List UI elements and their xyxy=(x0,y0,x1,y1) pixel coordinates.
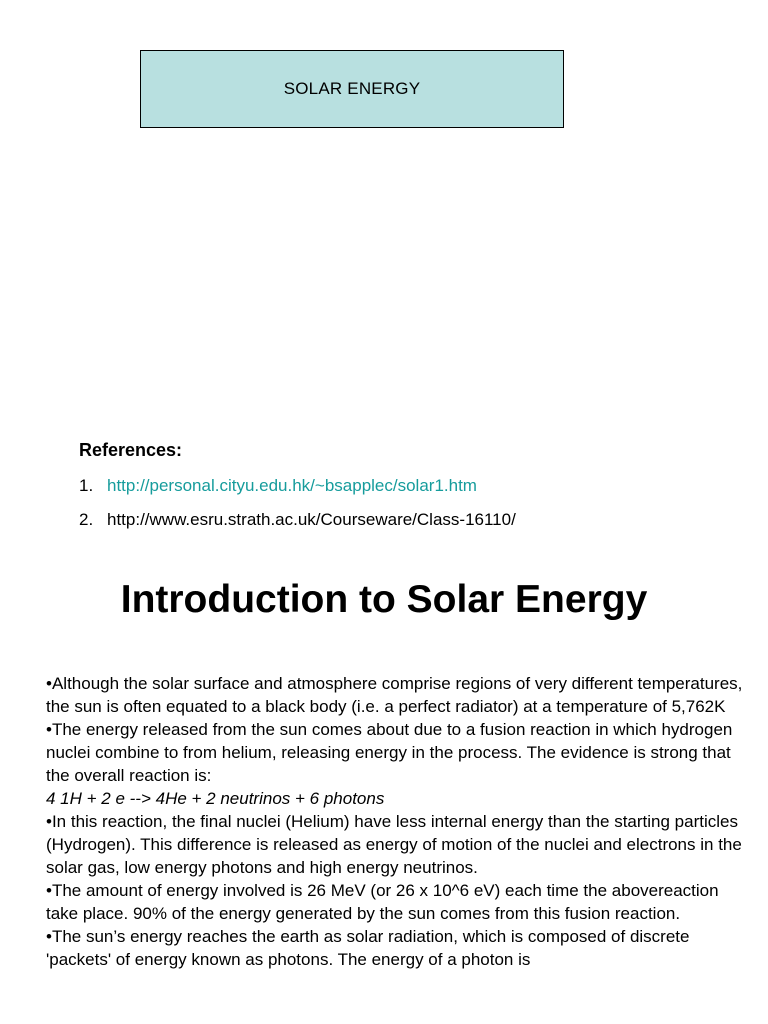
main-heading: Introduction to Solar Energy xyxy=(120,578,648,621)
reference-text: http://www.esru.strath.ac.uk/Courseware/Class-16110/ xyxy=(107,510,516,529)
title-box-text: SOLAR ENERGY xyxy=(283,79,421,98)
references-heading: References: xyxy=(79,440,183,460)
reference-number: 1. xyxy=(79,476,94,495)
paragraph-reaction-energy: •In this reaction, the final nuclei (Helium) have less internal energy than the starting particles (Hydrogen). This difference is released as energy of motion of the nuclei and electrons in the solar gas, low energy photons and high energy neutrinos. xyxy=(46,812,742,877)
fusion-equation: 4 1H + 2 e --> 4He + 2 neutrinos + 6 photons xyxy=(46,789,385,808)
references-list xyxy=(79,476,516,544)
paragraph-blackbody: •Although the solar surface and atmosphere comprise regions of very different temperatures, the sun is often equated to a black body (i.e. a perfect radiator) at a temperature of 5,762K xyxy=(46,674,743,716)
body-text xyxy=(46,672,746,971)
reference-item xyxy=(79,510,516,544)
title-box xyxy=(140,50,564,128)
paragraph-energy-amount: •The amount of energy involved is 26 MeV (or 26 x 10^6 eV) each time the abovereaction take place. 90% of the energy generated by the sun comes from this fusion reaction. xyxy=(46,881,719,923)
paragraph-solar-radiation: •The sun’s energy reaches the earth as solar radiation, which is composed of discrete 'packets' of energy known as photons. The energy of a photon is xyxy=(46,927,690,969)
reference-item xyxy=(79,476,516,510)
reference-link[interactable]: http://personal.cityu.edu.hk/~bsapplec/solar1.htm xyxy=(107,476,477,495)
reference-number: 2. xyxy=(79,510,94,529)
paragraph-fusion: •The energy released from the sun comes about due to a fusion reaction in which hydrogen nuclei combine to from helium, releasing energy in the process. The evidence is strong that the overall reaction is: xyxy=(46,720,733,785)
